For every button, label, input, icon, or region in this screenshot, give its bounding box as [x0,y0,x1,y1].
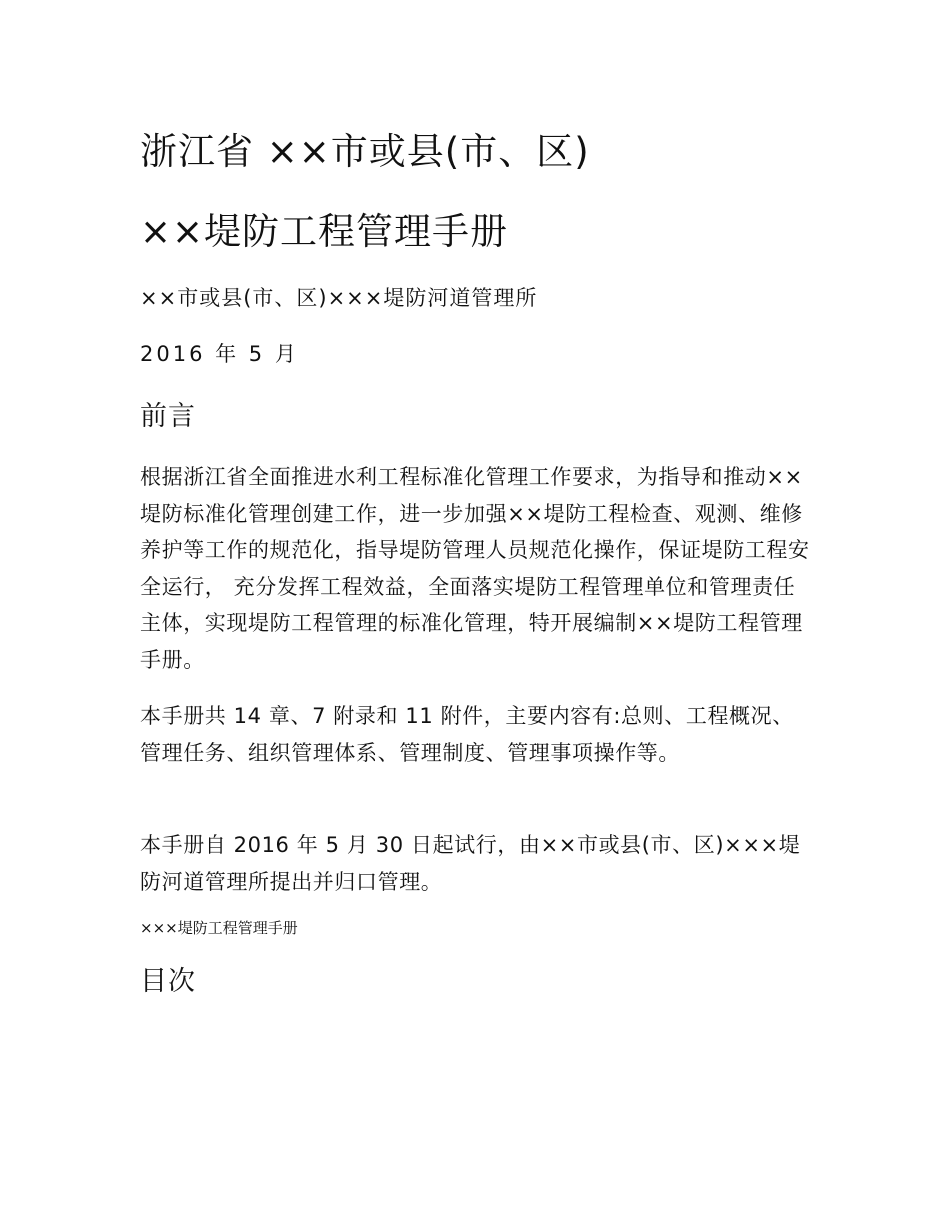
running-header: ×××堤防工程管理手册 [140,919,298,937]
publication-date: 2016 年 5 月 [140,342,299,366]
preface-paragraph: 本手册共 14 章、7 附录和 11 附件，主要内容有:总则、工程概况、管理任务、组织管理体系、管理制度、管理事项操作等。 [140,704,794,765]
toc-heading: 目次 [140,966,196,997]
preface-paragraph: 本手册自 2016 年 5 月 30 日起试行，由××市或县(市、区)×××堤防河道管理所提出并归口管理。 [140,833,801,894]
document-title-line-1: 浙江省 ××市或县(市、区) [140,130,590,173]
document-title-line-2: ××堤防工程管理手册 [140,210,509,253]
preface-paragraph: 根据浙江省全面推进水利工程标准化管理工作要求，为指导和推动×× 堤防标准化管理创建工作，进一步加强××堤防工程检查、观测、维修养护等工作的规范化，指导堤防管理人员规范化操作，保证堤防工程安全运行， 充分发挥工程效益，全面落实堤防工程管理单位和管理责任主体，实现堤防工程管理的标准化管理，特开展编制××堤防工程管理手册。 [140,465,810,672]
issuing-organization: ××市或县(市、区)×××堤防河道管理所 [140,286,538,310]
preface-heading: 前言 [140,401,196,432]
